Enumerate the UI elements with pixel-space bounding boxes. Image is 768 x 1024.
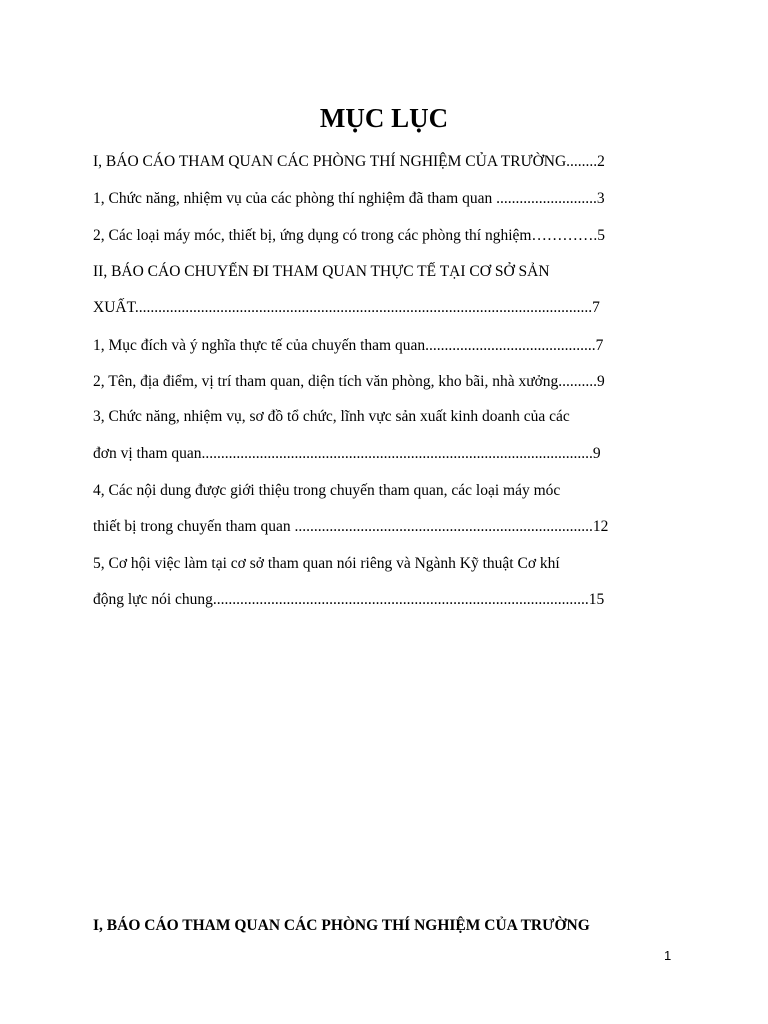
page-number: 1 bbox=[664, 948, 672, 963]
toc-entry-2-2: 2, Tên, địa điểm, vị trí tham quan, diện tích văn phòng, kho bãi, nhà xưởng..........9 bbox=[93, 373, 605, 390]
toc-entry-2-3-line-2: đơn vị tham quan.....................................................................................................9 bbox=[93, 445, 601, 462]
toc-entry-2-1: 1, Mục đích và ý nghĩa thực tế của chuyến tham quan............................................7 bbox=[93, 337, 604, 354]
toc-entry-section-2-line-1: II, BÁO CÁO CHUYẾN ĐI THAM QUAN THỰC TẾ TẠI CƠ SỞ SẢN bbox=[93, 263, 550, 280]
toc-title: MỤC LỤC bbox=[319, 103, 449, 133]
toc-entry-2-3-line-1: 3, Chức năng, nhiệm vụ, sơ đồ tổ chức, lĩnh vực sản xuất kinh doanh của các bbox=[93, 408, 570, 425]
toc-entry-1-1: 1, Chức năng, nhiệm vụ của các phòng thí nghiệm đã tham quan ..........................3 bbox=[93, 190, 605, 207]
toc-entry-2-4-line-2: thiết bị trong chuyến tham quan .............................................................................12 bbox=[93, 518, 609, 535]
toc-entry-2-5-line-1: 5, Cơ hội việc làm tại cơ sở tham quan nói riêng và Ngành Kỹ thuật Cơ khí bbox=[93, 555, 560, 572]
toc-entry-1-2: 2, Các loại máy móc, thiết bị, ứng dụng có trong các phòng thí nghiệm………….5 bbox=[93, 227, 606, 244]
toc-entry-2-5-line-2: động lực nói chung.................................................................................................15 bbox=[93, 591, 605, 608]
section-heading: I, BÁO CÁO THAM QUAN CÁC PHÒNG THÍ NGHIỆM CỦA TRƯỜNG bbox=[93, 917, 590, 934]
toc-entry-section-1: I, BÁO CÁO THAM QUAN CÁC PHÒNG THÍ NGHIỆM CỦA TRƯỜNG........2 bbox=[93, 153, 605, 170]
toc-entry-2-4-line-1: 4, Các nội dung được giới thiệu trong chuyến tham quan, các loại máy móc bbox=[93, 482, 561, 499]
toc-entry-section-2-line-2: XUẤT......................................................................................................................7 bbox=[93, 299, 600, 316]
